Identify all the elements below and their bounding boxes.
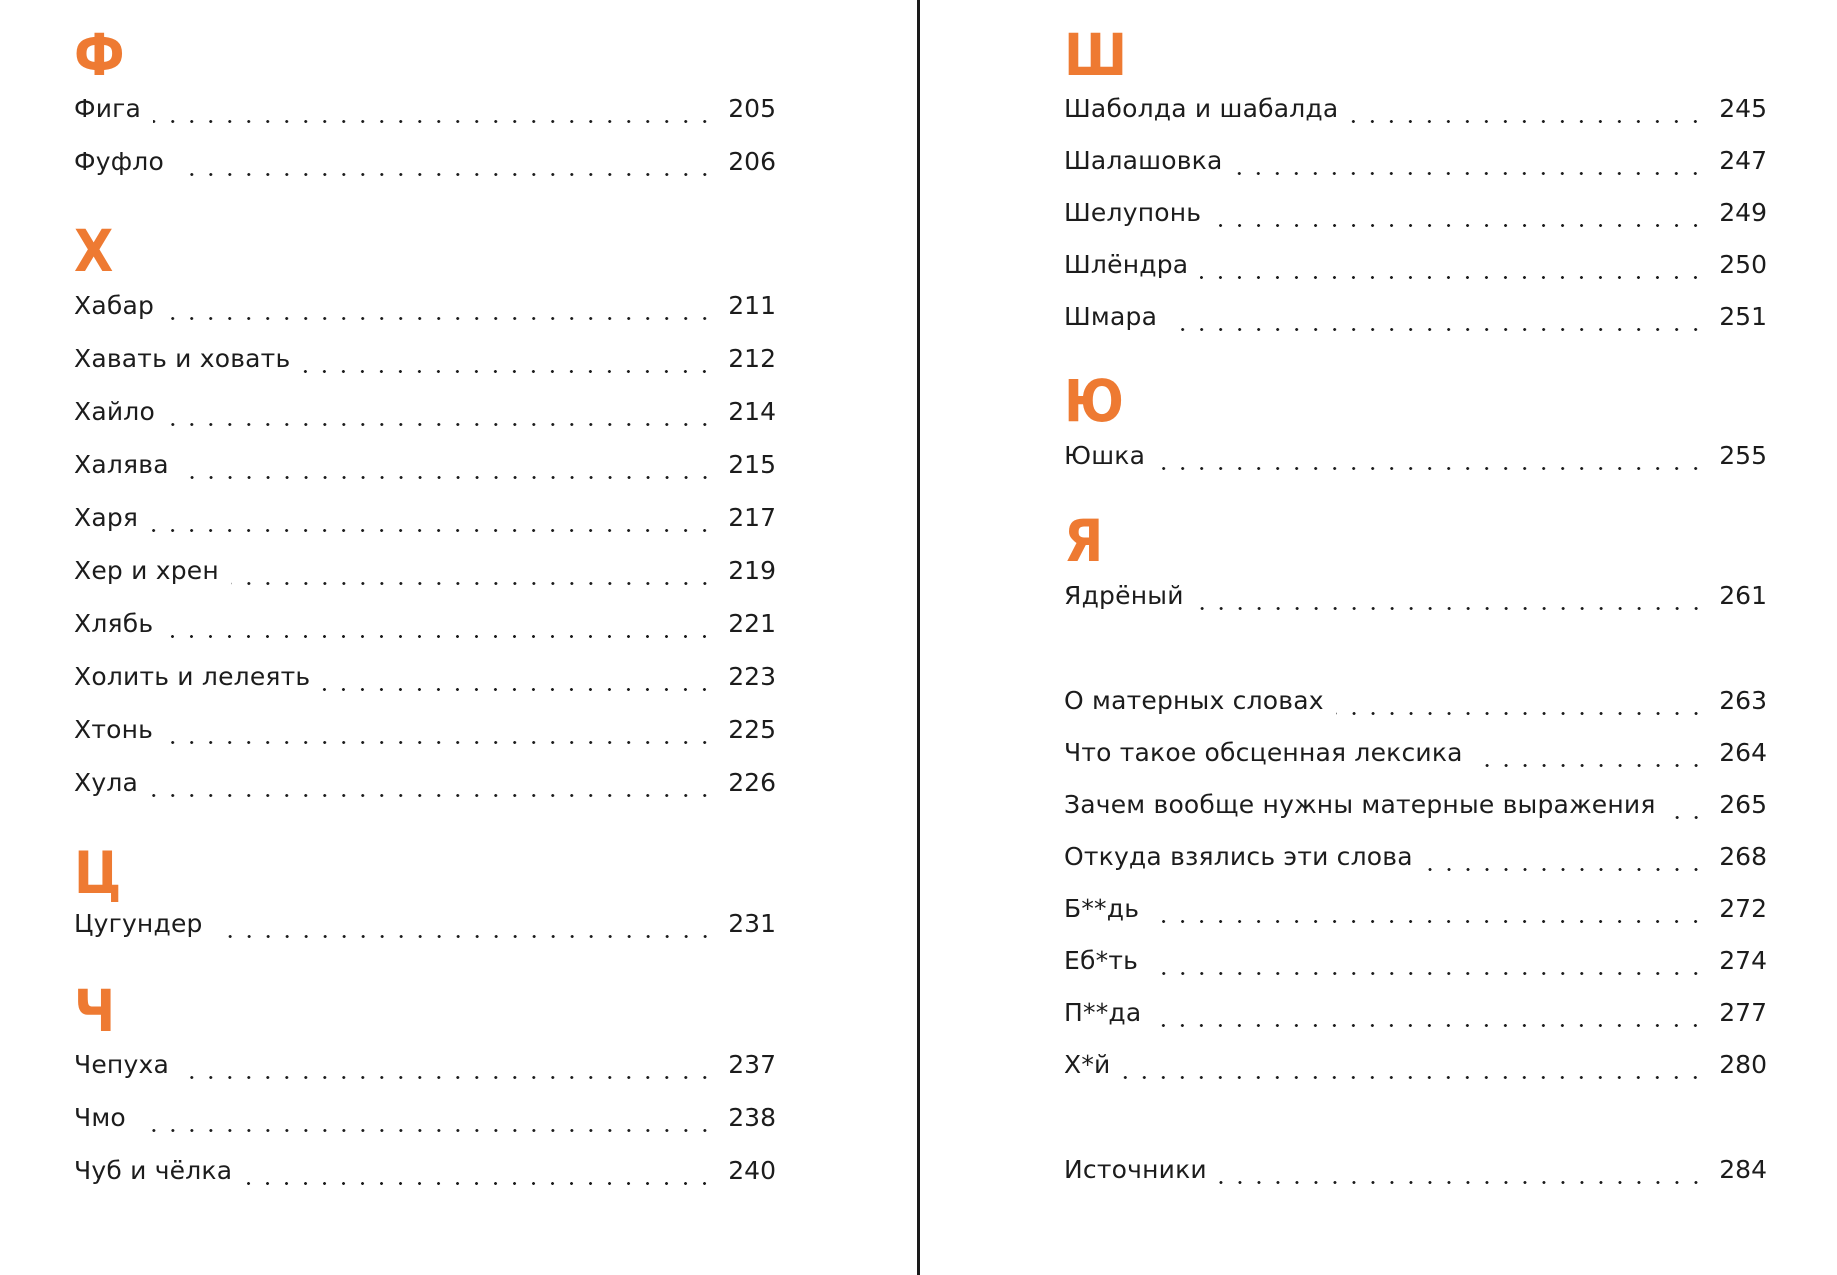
entry-page-number: 219 — [728, 556, 776, 585]
toc-entry[interactable] — [1064, 581, 1767, 621]
entry-page-number: 240 — [728, 1156, 776, 1185]
section-letter-kh: Х — [74, 217, 114, 285]
dot-leader — [166, 291, 728, 331]
entry-page-number: 247 — [1719, 146, 1767, 175]
entry-page-number: 268 — [1719, 842, 1767, 871]
dot-leader — [302, 344, 728, 384]
entry-page-number: 214 — [728, 397, 776, 426]
dot-leader — [1336, 686, 1720, 726]
dot-leader — [153, 94, 728, 134]
toc-entry[interactable] — [1064, 441, 1767, 481]
toc-entry[interactable] — [74, 1103, 776, 1143]
dot-leader — [165, 609, 728, 649]
entry-page-number: 215 — [728, 450, 776, 479]
toc-entry[interactable] — [1064, 842, 1767, 882]
entry-title: Хер и хрен — [74, 556, 219, 585]
toc-entry[interactable] — [1064, 686, 1767, 726]
dot-leader — [1196, 581, 1720, 621]
dot-leader — [244, 1156, 728, 1196]
toc-entry[interactable] — [1064, 94, 1767, 134]
entry-page-number: 280 — [1719, 1050, 1767, 1079]
dot-leader — [167, 397, 728, 437]
entry-page-number: 274 — [1719, 946, 1767, 975]
dot-leader — [176, 147, 728, 187]
entry-page-number: 250 — [1719, 250, 1767, 279]
dot-leader — [1350, 94, 1719, 134]
entry-title: Б**дь — [1064, 894, 1140, 923]
dot-leader — [1213, 198, 1719, 238]
toc-entry[interactable] — [74, 1156, 776, 1196]
toc-entry[interactable] — [1064, 250, 1767, 290]
toc-entry[interactable] — [74, 768, 776, 808]
section-letter-f: Ф — [74, 21, 125, 89]
entry-page-number: 237 — [728, 1050, 776, 1079]
entry-page-number: 277 — [1719, 998, 1767, 1027]
section-letter-yu: Ю — [1064, 367, 1124, 435]
dot-leader — [1200, 250, 1719, 290]
dot-leader — [1153, 998, 1719, 1038]
entry-title: Источники — [1064, 1155, 1207, 1184]
entry-title: Шелупонь — [1064, 198, 1202, 227]
toc-entry[interactable] — [74, 344, 776, 384]
entry-title: Хайло — [74, 397, 155, 426]
dot-leader — [1475, 738, 1720, 778]
entry-page-number: 212 — [728, 344, 776, 373]
entry-title: Холить и лелеять — [74, 662, 311, 691]
entry-page-number: 217 — [728, 503, 776, 532]
toc-entry[interactable] — [1064, 998, 1767, 1038]
dot-leader — [1169, 302, 1719, 342]
dot-leader — [1122, 1050, 1719, 1090]
dot-leader — [231, 556, 728, 596]
entry-page-number: 251 — [1719, 302, 1767, 331]
entry-title: О матерных словах — [1064, 686, 1324, 715]
entry-page-number: 211 — [728, 291, 776, 320]
entry-page-number: 206 — [728, 147, 776, 176]
dot-leader — [1157, 441, 1719, 481]
entry-title: Халява — [74, 450, 169, 479]
entry-page-number: 205 — [728, 94, 776, 123]
toc-entry[interactable] — [74, 662, 776, 702]
toc-entry[interactable] — [74, 291, 776, 331]
toc-entry[interactable] — [74, 94, 776, 134]
toc-entry[interactable] — [74, 450, 776, 490]
entry-title: Чмо — [74, 1103, 126, 1132]
entry-page-number: 263 — [1719, 686, 1767, 715]
entry-page-number: 255 — [1719, 441, 1767, 470]
entry-page-number: 231 — [728, 909, 776, 938]
entry-page-number: 225 — [728, 715, 776, 744]
entry-title: Хабар — [74, 291, 155, 320]
entry-title: Хавать и ховать — [74, 344, 291, 373]
entry-page-number: 223 — [728, 662, 776, 691]
entry-title: Фига — [74, 94, 142, 123]
toc-entry[interactable] — [1064, 198, 1767, 238]
entry-title: Хула — [74, 768, 139, 797]
toc-entry[interactable] — [1064, 946, 1767, 986]
entry-title: П**да — [1064, 998, 1142, 1027]
dot-leader — [1151, 894, 1719, 934]
entry-page-number: 261 — [1719, 581, 1767, 610]
entry-page-number: 284 — [1719, 1155, 1767, 1184]
dot-leader — [181, 450, 729, 490]
entry-title: Шлёндра — [1064, 250, 1189, 279]
toc-entry[interactable] — [74, 909, 776, 949]
entry-title: Фуфло — [74, 147, 164, 176]
entry-title: Харя — [74, 503, 139, 532]
toc-entry[interactable] — [1064, 738, 1767, 778]
dot-leader — [1234, 146, 1719, 186]
dot-leader — [215, 909, 729, 949]
section-letter-sh: Ш — [1064, 21, 1128, 89]
entry-page-number: 265 — [1719, 790, 1767, 819]
entry-page-number: 238 — [728, 1103, 776, 1132]
entry-page-number: 272 — [1719, 894, 1767, 923]
dot-leader — [150, 768, 728, 808]
dot-leader — [1668, 790, 1720, 830]
entry-title: Шалашовка — [1064, 146, 1223, 175]
entry-title: Хтонь — [74, 715, 154, 744]
toc-entry[interactable] — [74, 147, 776, 187]
entry-page-number: 221 — [728, 609, 776, 638]
entry-page-number: 245 — [1719, 94, 1767, 123]
toc-entry[interactable] — [1064, 1050, 1767, 1090]
dot-leader — [150, 503, 728, 543]
section-letter-ch: Ч — [74, 977, 116, 1045]
entry-title: Чепуха — [74, 1050, 169, 1079]
toc-entry[interactable] — [1064, 790, 1767, 830]
entry-title: Чуб и чёлка — [74, 1156, 233, 1185]
entry-title: Что такое обсценная лексика — [1064, 738, 1463, 767]
entry-title: Еб*ть — [1064, 946, 1139, 975]
toc-entry[interactable] — [74, 715, 776, 755]
dot-leader — [181, 1050, 728, 1090]
toc-entry[interactable] — [1064, 894, 1767, 934]
entry-title: Х*й — [1064, 1050, 1111, 1079]
toc-entry[interactable] — [74, 556, 776, 596]
dot-leader — [165, 715, 728, 755]
entry-page-number: 226 — [728, 768, 776, 797]
toc-entry[interactable] — [74, 503, 776, 543]
entry-page-number: 249 — [1719, 198, 1767, 227]
dot-leader — [1425, 842, 1720, 882]
toc-entry[interactable] — [74, 1050, 776, 1090]
entry-title: Юшка — [1064, 441, 1146, 470]
dot-leader — [1150, 946, 1719, 986]
entry-title: Ядрёный — [1064, 581, 1184, 610]
dot-leader — [138, 1103, 728, 1143]
dot-leader — [1219, 1155, 1719, 1195]
dot-leader — [322, 662, 728, 702]
entry-title: Шаболда и шабалда — [1064, 94, 1339, 123]
toc-entry[interactable] — [1064, 302, 1767, 342]
entry-title: Хлябь — [74, 609, 154, 638]
page-gutter — [917, 0, 920, 1275]
entry-page-number: 264 — [1719, 738, 1767, 767]
section-letter-ya: Я — [1064, 507, 1104, 575]
toc-entry-sources[interactable] — [1064, 1155, 1767, 1195]
entry-title: Откуда взялись эти слова — [1064, 842, 1413, 871]
entry-title: Цугундер — [74, 909, 203, 938]
toc-entry[interactable] — [1064, 146, 1767, 186]
toc-entry[interactable] — [74, 609, 776, 649]
entry-title: Зачем вообще нужны матерные выражения — [1064, 790, 1656, 819]
section-letter-ts: Ц — [74, 839, 122, 907]
entry-title: Шмара — [1064, 302, 1158, 331]
toc-entry[interactable] — [74, 397, 776, 437]
